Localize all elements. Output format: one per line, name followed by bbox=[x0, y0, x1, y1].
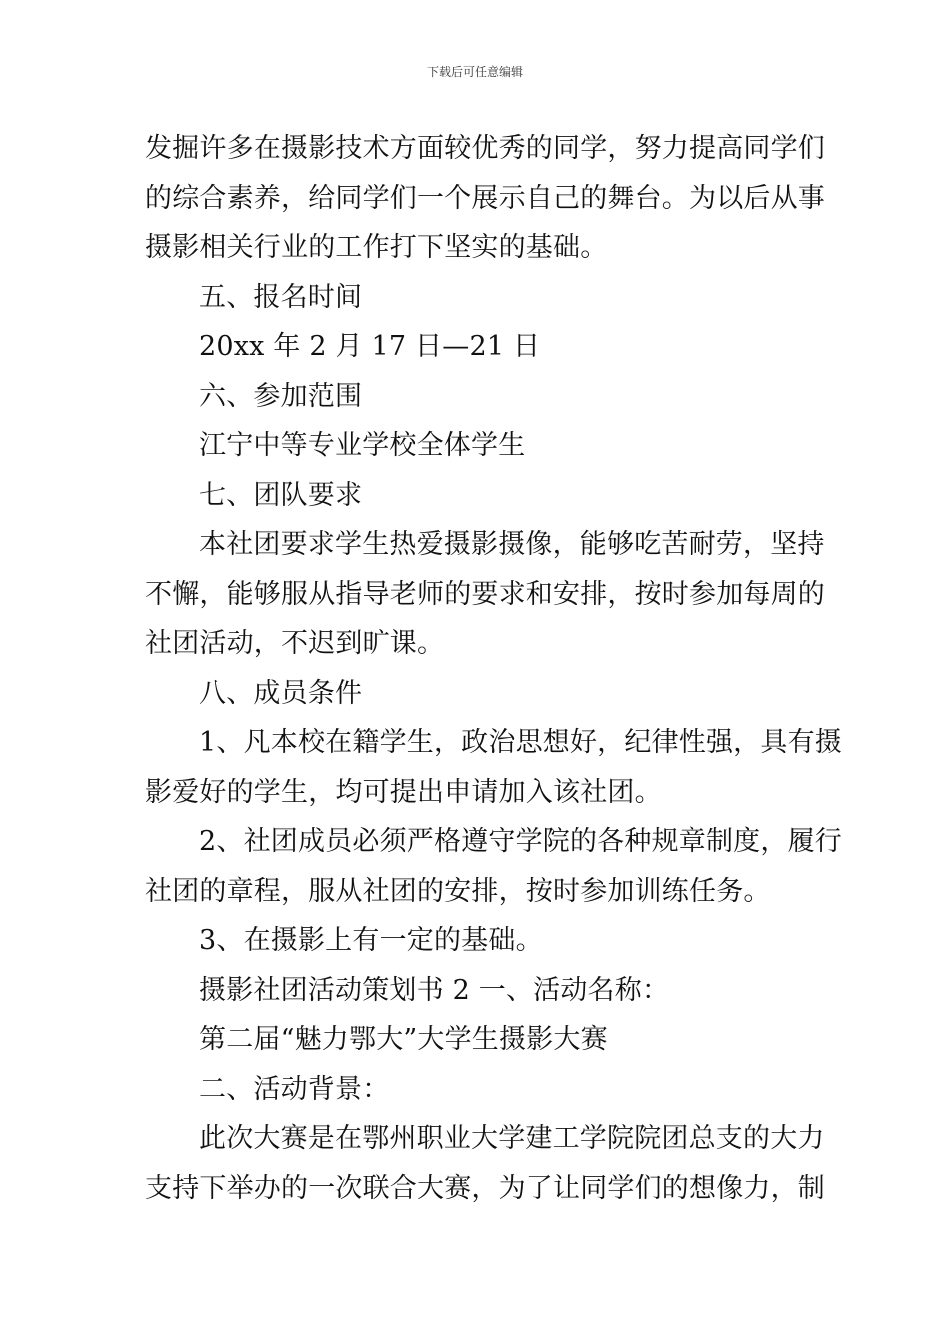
text-line: 江宁中等专业学校全体学生 bbox=[199, 430, 526, 461]
text-line: 六、参加范围 bbox=[199, 380, 363, 412]
text-line: 发掘许多在摄影技术方面较优秀的同学，努力提高同学们 bbox=[145, 133, 825, 164]
text-line: 2、社团成员必须严格遵守学院的各种规章制度，履行 bbox=[199, 826, 842, 857]
text-line: 七、团队要求 bbox=[199, 479, 363, 511]
text-line: 五、报名时间 bbox=[199, 281, 363, 313]
text-line: 支持下举办的一次联合大赛，为了让同学们的想像力，制 bbox=[145, 1172, 825, 1204]
text-line: 不懈，能够服从指导老师的要求和安排，按时参加每周的 bbox=[145, 578, 825, 610]
text-line: 社团活动，不迟到旷课。 bbox=[145, 628, 445, 659]
text-line: 摄影相关行业的工作打下坚实的基础。 bbox=[145, 232, 608, 263]
text-line: 1、凡本校在籍学生，政治思想好，纪律性强，具有摄 bbox=[199, 727, 842, 758]
text-line: 八、成员条件 bbox=[199, 677, 363, 709]
text-line: 社团的章程，服从社团的安排，按时参加训练任务。 bbox=[145, 875, 771, 907]
text-line: 二、活动背景： bbox=[199, 1073, 390, 1105]
text-line: 3、在摄影上有一定的基础。 bbox=[199, 925, 543, 956]
document-body bbox=[145, 124, 842, 1213]
text-line: 此次大赛是在鄂州职业大学建工学院院团总支的大力 bbox=[199, 1123, 825, 1154]
text-line: 20xx 年 2 月 17 日—21 日 bbox=[199, 331, 541, 362]
page-header-note: 下载后可任意编辑 bbox=[426, 65, 523, 79]
text-line: 摄影社团活动策划书 2 一、活动名称： bbox=[199, 974, 670, 1006]
text-line: 影爱好的学生，均可提出申请加入该社团。 bbox=[145, 776, 662, 808]
text-line: 第二届“魅力鄂大”大学生摄影大赛 bbox=[199, 1024, 608, 1055]
text-line: 本社团要求学生热爱摄影摄像，能够吃苦耐劳，坚持 bbox=[199, 529, 825, 560]
text-line: 的综合素养，给同学们一个展示自己的舞台。为以后从事 bbox=[145, 182, 825, 214]
